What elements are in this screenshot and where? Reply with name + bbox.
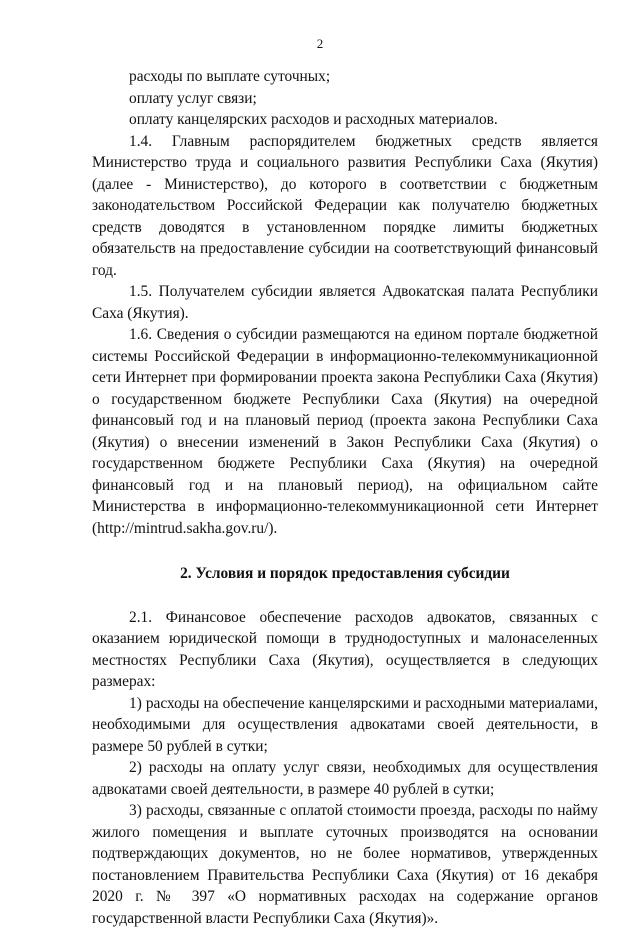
- paragraph-1-5: 1.5. Получателем субсидии является Адвокатская палата Республики Саха (Якутия).: [92, 283, 598, 322]
- list-item-2: 2) расходы на оплату услуг связи, необходимых для осуществления адвокатами своей деятельности, в размере 40 рублей в сутки;: [92, 759, 598, 798]
- paragraph-1-6: 1.6. Сведения о субсидии размещаются на едином портале бюджетной системы Российской Федерации в информационно-телекоммуникационной сети Интернет при формировании проекта закона Республики Саха (Якутия) о государственном бюджете Республики Саха (Якутия) на очередной финансовый год и на плановый период (проекта закона Республики Саха (Якутия) о внесении изменений в Закон Республики Саха (Якутия) о государственном бюджете Республики Саха (Якутия) на очередной финансовый год и на плановый период), на официальном сайте Министерства в информационно-телекоммуникационной сети Интернет (http://mintrud.sakha.gov.ru/).: [92, 326, 598, 537]
- list-line-daily-allowance: расходы по выплате суточных;: [129, 68, 331, 85]
- list-line-office-supplies: оплату канцелярских расходов и расходных материалов.: [129, 111, 498, 128]
- paragraph-1-4: 1.4. Главным распорядителем бюджетных средств является Министерство труда и социального развития Республики Саха (Якутия) (далее - Министерство), до которого в соответствии с бюджетным законодательством Российской Федерации как получателю бюджетных средств доводятся в установленном порядке лимиты бюджетных обязательств на предоставление субсидии на соответствующий финансовый год.: [92, 132, 598, 279]
- list-item-3: 3) расходы, связанные с оплатой стоимости проезда, расходы по найму жилого помещения и выплате суточных производятся на основании подтверждающих документов, но не более нормативов, утвержденных постановлением Правительства Республики Саха (Якутия) от 16 декабря 2020 г. № 397 «О нормативных расходах на содержание органов государственной власти Республики Саха (Якутия)».: [92, 802, 598, 927]
- paragraph-2-1: 2.1. Финансовое обеспечение расходов адвокатов, связанных с оказанием юридической помощи в труднодоступных и малонаселенных местностях Республики Саха (Якутия), осуществляется в следующих размерах:: [92, 608, 598, 690]
- list-item-1: 1) расходы на обеспечение канцелярскими и расходными материалами, необходимыми для осуществления адвокатами своей деятельности, в размере 50 рублей в сутки;: [92, 694, 598, 755]
- page-number: 2: [316, 36, 324, 51]
- document-body: [92, 66, 598, 929]
- section-heading: 2. Условия и порядок предоставления субсидии: [180, 565, 510, 582]
- list-line-communication: оплату услуг связи;: [129, 89, 257, 107]
